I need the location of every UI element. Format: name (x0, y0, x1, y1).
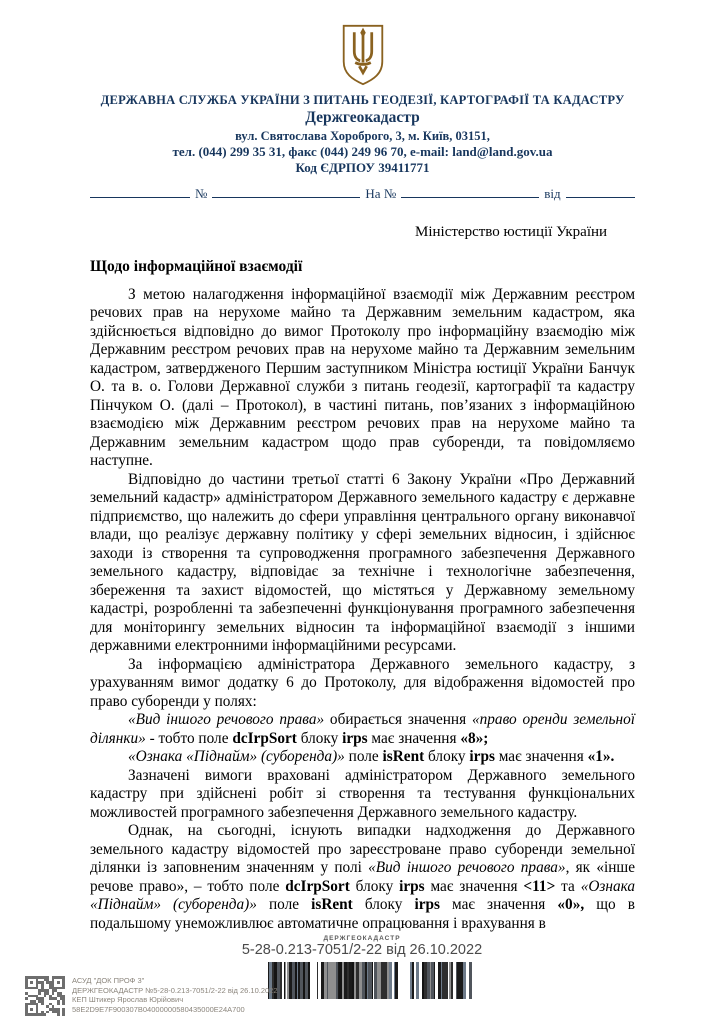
org-short-name: Держгеокадастр (305, 109, 420, 127)
sig-hash: 58E2D9E7F900307B04000000580435000E24A700 (72, 1004, 245, 1014)
stamp-org-name: ДЕРЖГЕОКАДАСТР (323, 935, 401, 942)
addressee: Міністерство юстиції України (415, 223, 608, 240)
body-paragraphs: З метою налагодження інформаційної взаємодії між Державним реєстром речових прав на нерухоме майно та Державним земельним кадастром, яка здійснюється відповідно до вимог Протоколу про інформаційну взаємодію між Державним реєстром речових прав на нерухоме майно та Державним земельним кадастром, затвердженого Першим заступником Міністра юстиції України Банчук О. та в. о. Голови Державної служби з питань геодезії, картографії та кадастру Пінчуком О. (далі – Протокол), в частині питань, повʼязаних з інформаційною взаємодією між Державним реєстром речових прав на нерухоме майно та Державним земельним кадастром щодо прав суборенди, та повідомляємо наступне. Відповідно до частини третьої статті 6 Закону України «Про Державний земельний кадастр» адміністратором Державного земельного кадастру є державне підприємство, що належить до сфери управління центрального органу виконавчої влади, що реалізує державну політику у сфері земельних відносин, і здійснює заходи із створення та супроводження програмного забезпечення Державного земельного кадастру, відповідає за технічне і технологічне забезпечення, збереження та захист відомостей, що містяться у Державному земельному кадастрі, розробленні та забезпеченні функціонування програмного забезпечення для моніторингу земельних відносин та інформаційної взаємодії з іншими державними електронними інформаційними ресурсами. За інформацією адміністратора Державного земельного кадастру, з урахуванням вимог додатку 6 до Протоколу, для відображення відомостей про право суборенди у полях: «Вид іншого речового права» обирається значення «право оренди земельної ділянки» - тобто поле dcIrpSort блоку irps має значення «8»; «Ознака «Піднайм» (суборенда)» поле isRent блоку irps має значення «1». Зазначені вимоги враховані адміністратором Державного земельного кадастру при здійснені робіт зі створення та тестування функціональних можливостей програмного забезпечення Державного земельного кадастру. Однак, на сьогодні, існують випадки надходження до Державного земельного кадастру відомостей про зареєстроване право суборенди земельної ділянки із заповненим значенням у полі «Вид іншого речового права», як «інше речове право», – тобто поле dcIrpSort блоку irps має значення <11> та «Ознака «Піднайм» (суборенда)» поле isRent блоку irps має значення «0», що в подальшому унеможливлює автоматичне опрацювання і врахування в (90, 285, 636, 932)
on-number-blank (401, 193, 539, 198)
from-label: від (544, 185, 561, 201)
registration-barcode (268, 962, 472, 999)
number-label: № (195, 185, 208, 201)
sig-signer: КЕП Штикер Ярослав Юрійович (72, 995, 184, 1005)
ukraine-trident-icon (340, 24, 386, 86)
org-address: вул. Святослава Хороброго, 3, м. Київ, 03151, (235, 129, 490, 144)
on-number-label: На № (365, 185, 397, 201)
stamp-registration-number: 5-28-0.213-7051/2-22 від 26.10.2022 (241, 942, 483, 958)
org-contacts: тел. (044) 299 35 31, факс (044) 249 96 70, e-mail: land@land.gov.ua (172, 143, 553, 159)
emblem-wrap (90, 24, 635, 88)
reference-line (90, 186, 635, 202)
sig-system: АСУД "ДОК ПРОФ 3" (72, 976, 145, 985)
org-edrpou-code: Код ЄДРПОУ 39411771 (295, 159, 430, 175)
signature-qr-code (25, 976, 65, 1016)
from-date-blank (566, 193, 635, 198)
number-blank (212, 193, 360, 198)
digital-signature-block (72, 976, 278, 1014)
subject-line: Щодо інформаційної взаємодії (90, 257, 303, 275)
trident-tip (360, 28, 366, 38)
sig-registration: ДЕРЖГЕОКАДАСТР №5-28-0.213-7051/2-22 від 26.10.2022 (72, 985, 278, 995)
org-name: ДЕРЖАВНА СЛУЖБА УКРАЇНИ З ПИТАНЬ ГЕОДЕЗІЇ, КАРТОГРАФІЇ ТА КАДАСТРУ (100, 93, 625, 107)
date-blank (90, 193, 190, 198)
